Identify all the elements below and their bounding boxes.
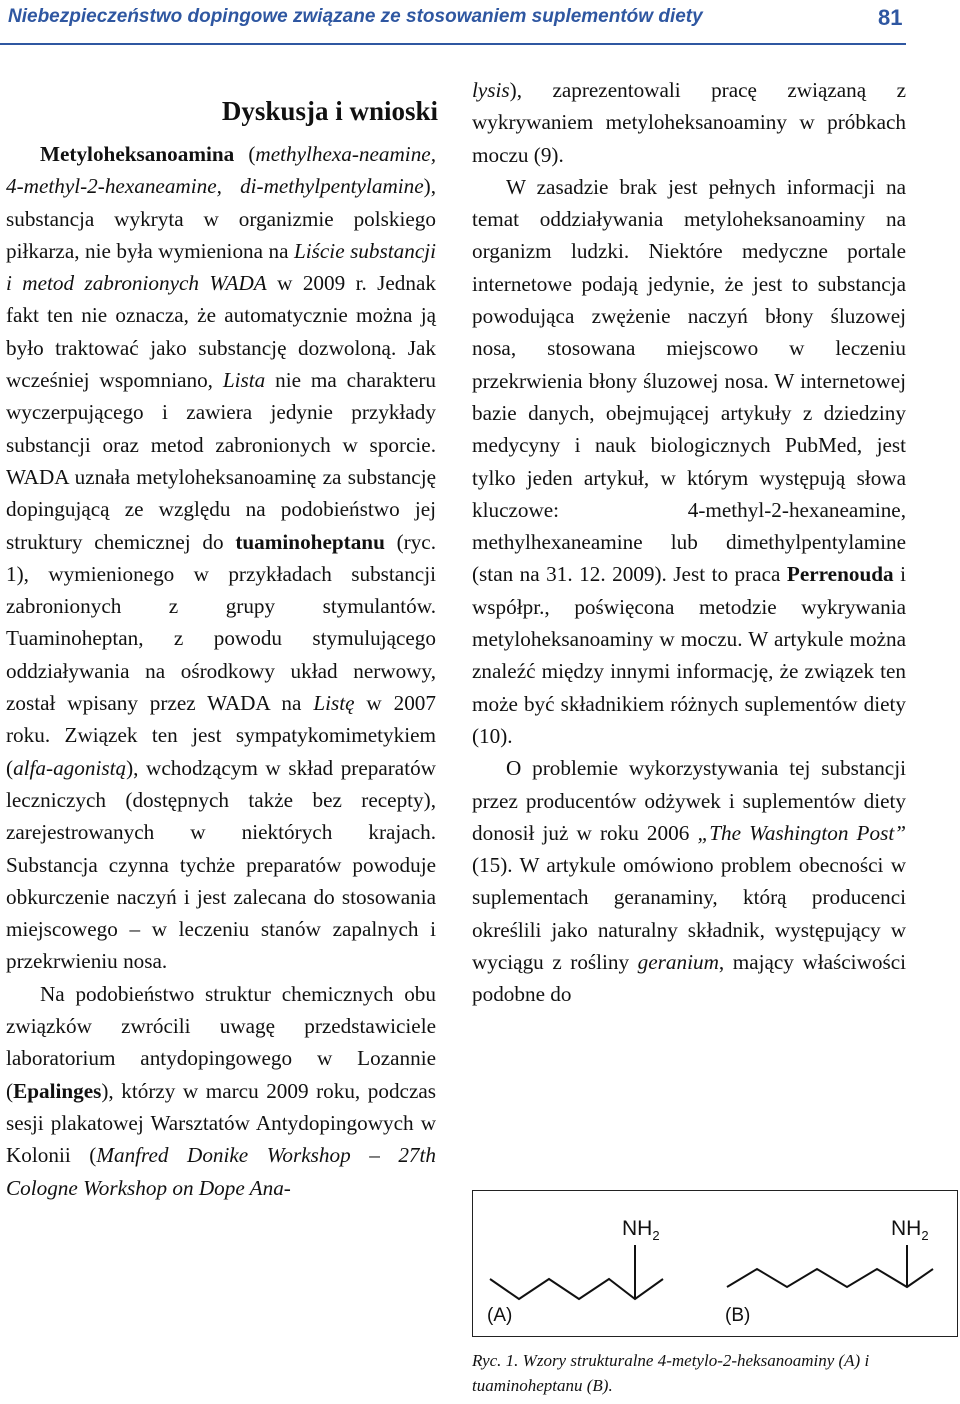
text-run: ), którzy w marcu 2009 roku, podczas sesji plakatowej Warsztatów Antydopingowych w Kolonii ( <box>6 1078 436 1168</box>
italic-term: alfa-agonistą <box>13 755 127 780</box>
paragraph <box>472 171 906 752</box>
italic-term: lysis <box>472 78 510 102</box>
label-b: (B) <box>725 1305 751 1326</box>
text-run: w 2007 roku. Związek ten jest sympatykomimetykiem ( <box>6 691 436 780</box>
paragraph <box>472 74 906 171</box>
italic-term: Manfred Donike Workshop – 27th Cologne Workshop on Dope Ana- <box>6 1143 436 1200</box>
section-heading: Dyskusja i wnioski <box>221 96 438 126</box>
label-a: (A) <box>487 1305 513 1326</box>
text-run: Na podobieństwo struktur chemicznych obu związków zwrócili uwagę przedstawiciele laboratorium antydopingowego w Lozannie ( <box>6 981 436 1103</box>
text-run: w 2009 r. Jednak fakt ten nie oznacza, że automatycznie można ją było traktować jako substancję dozwoloną. Jak wcześniej wspomniano, <box>6 271 436 393</box>
paragraph <box>472 752 906 1010</box>
bold-term: tuaminoheptanu <box>235 529 385 554</box>
text-run: W zasadzie brak jest pełnych informacji na temat oddziaływania metyloheksanoaminy na organizm ludzki. Niektóre medyczne portale internetowe podają jedynie, że jest to substancja powodująca zwężenie naczyń błony śluzowej nosa, stosowana miejscowo w leczeniu przekrwienia błony śluzowej nosa. W internetowej bazie danych, obejmującej artykuły z dziedziny medycyny i nauk biologicznych PubMed, jest tylko jeden artykuł, w którym występują słowa kluczowe: 4-methyl-2-hexaneamine, methylhexaneamine lub dimethylpentylamine (stan na 31. 12. 2009). Jest to praca <box>472 174 906 587</box>
text-run: nie ma charakteru wyczerpującego i zawiera jedynie przykłady substancji oraz metod zabronionych w sporcie. WADA uznała metyloheksanoaminę za substancję dopingującą ze względu na podobieństwo jej struktury chemicznej do <box>6 368 436 554</box>
figure-structural-formulas <box>472 1190 958 1337</box>
text-run: ( <box>234 142 256 166</box>
bold-term: Perrenouda <box>786 562 894 587</box>
text-run: , mający właściwości podobne do <box>472 950 906 1007</box>
italic-term: „The Washington Post” <box>697 820 906 845</box>
bold-term: Metyloheksanoamina <box>40 142 235 166</box>
figure-caption: Ryc. 1. Wzory strukturalne 4-metylo-2-heksanoaminy (A) i tuaminoheptanu (B). <box>472 1351 870 1395</box>
page-header <box>0 0 960 44</box>
text-run: O problemie wykorzystywania tej substancji przez producentów odżywek i suplementów diety donosił już w roku 2006 <box>472 756 906 845</box>
molecule-a-skeleton <box>490 1279 663 1299</box>
molecule-b-skeleton <box>727 1269 933 1287</box>
text-run: i współpr., poświęcona metodzie wykrywania metyloheksanoaminy w moczu. W artykule można znaleźć między innymi informację, że związek ten może być składnikiem różnych suplementów diety (10). <box>472 562 906 748</box>
nh2-group-b: $NH_2$ <box>891 1217 929 1244</box>
italic-term: Listę <box>313 691 355 716</box>
right-column <box>472 74 906 1011</box>
italic-term: geranium <box>637 950 719 975</box>
left-column <box>6 138 436 1204</box>
text-run: ), substancja wykryta w organizmie polskiego piłkarza, nie była wymieniona na <box>6 174 436 263</box>
paragraph <box>6 978 436 1204</box>
italic-term: methylhexa-neamine, 4-methyl-2-hexaneamine, di-methylpentylamine <box>6 142 436 199</box>
text-run: ), wchodzącym w skład preparatów leczniczych (dostępnych także bez recepty), zarejestrowanych w niektórych krajach. Substancja czynna tychże preparatów powoduje obkurczenie naczyń i jest zalecana do stosowania miejscowego – w leczeniu stanów zapalnych i przekrwieniu nosa. <box>6 755 436 974</box>
structural-formula-drawing <box>473 1191 959 1338</box>
text-run: ), zaprezentowali pracę związaną z wykrywaniem metyloheksanoaminy w próbkach moczu (9). <box>472 78 906 167</box>
header-rule <box>0 43 906 45</box>
text-run: (ryc. 1), wymienionego w przykładach substancji zabronionych z grupy stymulantów. Tuaminoheptan, z powodu stymulującego oddziaływania na ośrodkowy układ nerwowy, został wpisany przez WADA na <box>6 529 437 716</box>
bold-term: Epalinges <box>13 1078 102 1103</box>
running-title: Niebezpieczeństwo dopingowe związane ze stosowaniem suplementów diety <box>8 6 703 27</box>
italic-term: Lista <box>222 368 266 393</box>
italic-term: Liście substancji i metod zabronionych WADA <box>6 238 436 296</box>
page-number: 81 <box>878 5 903 30</box>
text-run: (15). W artykule omówiono problem obecności w suplementach geranaminy, którą producenci określili jako naturalny składnik, występujący w wyciągu z rośliny <box>472 853 906 975</box>
nh2-group-a: $NH_2$ <box>622 1217 660 1244</box>
paragraph <box>6 138 436 978</box>
